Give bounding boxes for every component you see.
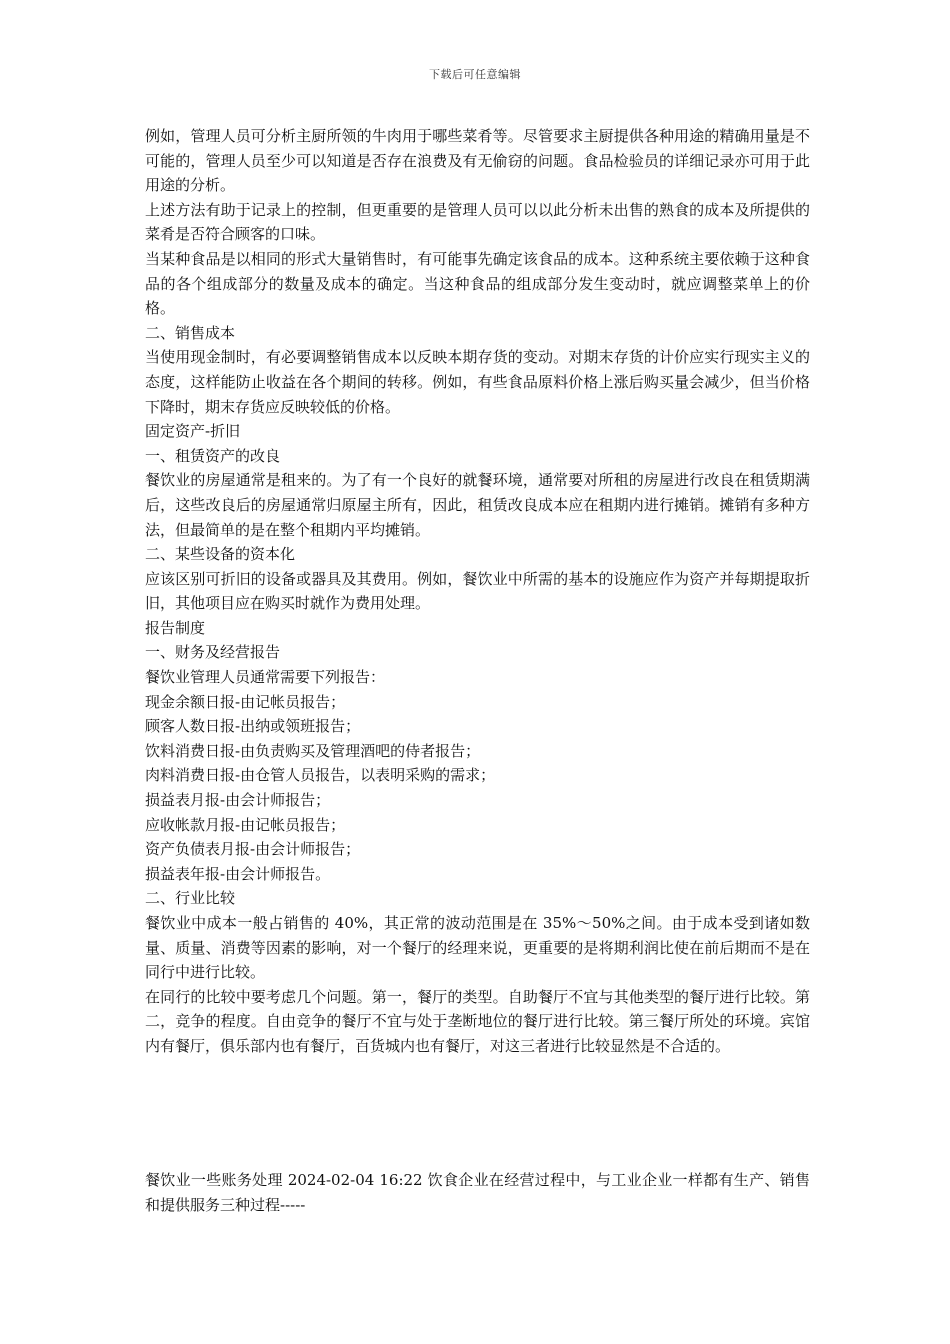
footer-note: 餐饮业一些账务处理 2024-02-04 16:22 饮食企业在经营过程中，与工业企业一样都有生产、销售和提供服务三种过程----- [145,1171,810,1214]
paragraph: 例如，管理人员可分析主厨所领的牛肉用于哪些菜肴等。尽管要求主厨提供各种用途的精确用量是不可能的，管理人员至少可以知道是否存在浪费及有无偷窃的问题。食品检验员的详细记录亦可用于此用途的分析。 [145,127,810,195]
document-body [145,124,810,1059]
paragraph: 餐饮业管理人员通常需要下列报告： [145,668,386,687]
section-heading: 一、财务及经营报告 [145,643,281,662]
paragraph: 当使用现金制时，有必要调整销售成本以反映本期存货的变动。对期末存货的计价应实行现实主义的态度，这样能防止收益在各个期间的转移。例如，有些食品原料价格上涨后购买量会减少，但当价格下降时，期末存货应反映较低的价格。 [145,348,810,416]
section-heading: 二、销售成本 [145,323,236,342]
list-item: 顾客人数日报-出纳或领班报告； [145,717,361,736]
paragraph: 餐饮业中成本一般占销售的 40%，其正常的波动范围是在 35%～50%之间。由于成本受到诸如数量、质量、消费等因素的影响，对一个餐厅的经理来说，更重要的是将期利润比使在前后期而不是在同行中进行比较。 [145,914,810,982]
section-heading: 报告制度 [145,618,206,637]
section-heading: 一、租赁资产的改良 [145,446,281,465]
paragraph: 餐饮业的房屋通常是租来的。为了有一个良好的就餐环境，通常要对所租的房屋进行改良在租赁期满后，这些改良后的房屋通常归原屋主所有，因此，租赁改良成本应在租期内进行摊销。摊销有多种方法，但最简单的是在整个租期内平均摊销。 [145,471,810,539]
paragraph: 应该区别可折旧的设备或器具及其费用。例如，餐饮业中所需的基本的设施应作为资产并每期提取折旧，其他项目应在购买时就作为费用处理。 [145,569,810,613]
list-item: 损益表年报-由会计师报告。 [145,864,331,883]
section-heading: 二、行业比较 [145,889,236,908]
list-item: 损益表月报-由会计师报告； [145,791,331,810]
section-heading: 二、某些设备的资本化 [145,545,296,564]
list-item: 资产负债表月报-由会计师报告； [145,840,361,859]
list-item: 饮料消费日报-由负责购买及管理酒吧的侍者报告； [145,741,481,760]
page-header: 下载后可任意编辑 [429,68,521,81]
paragraph: 当某种食品是以相同的形式大量销售时，有可能事先确定该食品的成本。这种系统主要依赖于这种食品的各个组成部分的数量及成本的确定。当这种食品的组成部分发生变动时，就应调整菜单上的价格。 [145,249,810,318]
section-heading: 固定资产-折旧 [145,422,241,441]
list-item: 肉料消费日报-由仓管人员报告，以表明采购的需求； [145,766,496,785]
paragraph: 在同行的比较中要考虑几个问题。第一，餐厅的类型。自助餐厅不宜与其他类型的餐厅进行比较。第二，竞争的程度。自由竞争的餐厅不宜与处于垄断地位的餐厅进行比较。第三餐厅所处的环境。宾馆内有餐厅，俱乐部内也有餐厅，百货城内也有餐厅，对这三者进行比较显然是不合适的。 [145,987,810,1055]
paragraph: 上述方法有助于记录上的控制，但更重要的是管理人员可以以此分析未出售的熟食的成本及所提供的菜肴是否符合顾客的口味。 [145,200,810,244]
list-item: 现金余额日报-由记帐员报告； [145,692,346,711]
list-item: 应收帐款月报-由记帐员报告； [145,815,346,834]
